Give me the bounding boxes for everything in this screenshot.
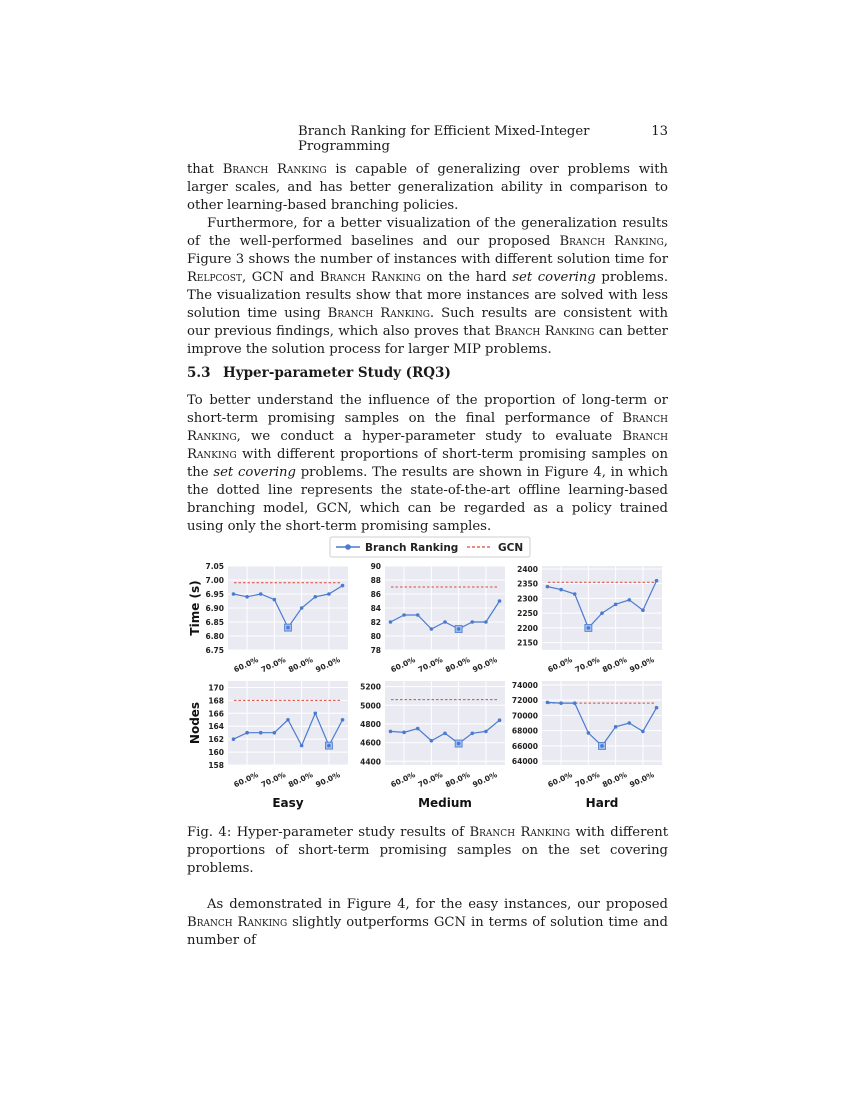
data-point: [232, 737, 236, 741]
hyperparameter-chart: [185, 535, 675, 817]
data-point: [470, 731, 474, 735]
data-point: [600, 611, 604, 615]
data-point: [498, 599, 502, 603]
y-tick-label: 70000: [511, 711, 538, 721]
y-tick-label: 64000: [511, 757, 538, 767]
y-tick-label: 7.05: [205, 562, 224, 571]
y-tick-label: 88: [370, 576, 381, 585]
data-point: [416, 613, 420, 617]
y-tick-label: 6.95: [205, 590, 224, 599]
data-point: [327, 744, 331, 748]
y-tick-label: 7.00: [205, 576, 224, 585]
data-point: [587, 731, 591, 735]
data-point: [655, 706, 659, 710]
text-run: problems. The visualization results show that more instances are solved with less solution time using: [187, 270, 669, 321]
data-point: [627, 721, 631, 725]
column-label: Easy: [272, 796, 304, 810]
method-name: Branch Ranking: [494, 324, 595, 339]
paragraph-hyperparameter: [187, 392, 668, 536]
text-run: , GCN and: [241, 270, 320, 285]
y-tick-label: 74000: [511, 680, 538, 690]
x-tick-label: 80.0%: [600, 655, 629, 675]
y-tick-label: 6.90: [205, 604, 224, 613]
x-tick-label: 80.0%: [286, 770, 315, 790]
data-point: [389, 730, 393, 734]
legend-series-marker: [345, 544, 351, 550]
y-tick-label: 6.80: [205, 632, 224, 641]
running-title: Branch Ranking for Efficient Mixed-Integer Programming: [298, 124, 590, 154]
x-tick-label: 70.0%: [416, 655, 445, 675]
y-tick-label: 2200: [517, 623, 538, 633]
section-title: Hyper-parameter Study (RQ3): [223, 365, 451, 381]
row-label: Nodes: [188, 701, 202, 745]
y-tick-label: 2250: [517, 609, 538, 619]
data-point: [232, 592, 236, 596]
text-run: To better understand the influence of the proportion of long-term or short-term promising samples on the final performance of: [187, 393, 668, 426]
x-tick-label: 90.0%: [628, 655, 656, 675]
y-tick-label: 5000: [360, 701, 381, 711]
x-tick-label: 60.0%: [389, 770, 417, 790]
text-run: with different proportions of short-term promising samples on the: [187, 447, 668, 480]
y-tick-label: 4400: [360, 757, 381, 767]
data-point: [300, 606, 304, 610]
data-point: [443, 731, 447, 735]
x-tick-label: 70.0%: [259, 655, 288, 675]
data-point: [300, 744, 304, 748]
y-tick-label: 68000: [511, 726, 538, 736]
figure-caption: [187, 824, 668, 878]
x-tick-label: 80.0%: [443, 655, 472, 675]
x-tick-label: 90.0%: [314, 655, 342, 675]
y-tick-label: 6.85: [205, 618, 224, 627]
y-tick-label: 158: [208, 761, 224, 770]
data-point: [416, 727, 420, 731]
data-point: [600, 744, 604, 748]
method-name: Branch Ranking: [187, 915, 288, 930]
data-point: [546, 585, 550, 589]
caption-label: Fig. 4:: [187, 825, 232, 840]
x-tick-label: 60.0%: [546, 655, 574, 675]
data-point: [470, 620, 474, 624]
data-point: [245, 731, 249, 735]
data-point: [286, 718, 290, 722]
data-point: [627, 598, 631, 602]
x-tick-label: 70.0%: [573, 770, 602, 790]
y-tick-label: 72000: [511, 696, 538, 706]
y-tick-label: 84: [370, 604, 381, 613]
data-point: [614, 725, 618, 729]
text-run: with different proportions of short-term promising samples on the set covering problems.: [187, 825, 669, 876]
method-name: Branch Ranking: [187, 429, 668, 462]
data-point: [546, 701, 550, 705]
data-point: [286, 626, 290, 630]
x-tick-label: 80.0%: [600, 770, 629, 790]
data-point: [559, 701, 563, 705]
x-tick-label: 70.0%: [573, 655, 602, 675]
text-run: slightly outperforms GCN in terms of solution time and number of: [187, 915, 668, 948]
data-point: [430, 739, 434, 743]
data-point: [641, 608, 645, 612]
panel-background: [385, 681, 505, 765]
y-tick-label: 170: [208, 683, 224, 693]
method-name: Relpcost: [187, 270, 242, 285]
data-point: [402, 613, 406, 617]
y-tick-label: 162: [208, 735, 224, 745]
y-tick-label: 78: [370, 646, 381, 655]
data-point: [457, 627, 461, 631]
method-name: Branch Ranking: [469, 825, 571, 840]
data-point: [498, 718, 502, 722]
text-run: that: [187, 162, 223, 177]
x-tick-label: 60.0%: [232, 655, 260, 675]
y-tick-label: 2150: [517, 638, 538, 648]
y-tick-label: 4600: [360, 738, 381, 748]
y-tick-label: 4800: [360, 719, 381, 729]
emphasis: set covering: [213, 465, 296, 480]
text-run: . Such results are consistent with our previous findings, which also proves that: [187, 306, 669, 339]
data-point: [484, 620, 488, 624]
y-tick-label: 90: [370, 562, 381, 571]
section-heading: [187, 365, 451, 381]
paragraph-generalization: [187, 161, 668, 359]
y-tick-label: 2350: [517, 579, 538, 589]
x-tick-label: 90.0%: [314, 770, 342, 790]
method-name: Branch Ranking: [559, 234, 664, 249]
paragraph-discussion: [187, 896, 668, 950]
x-tick-label: 60.0%: [546, 770, 574, 790]
data-point: [573, 592, 577, 596]
data-point: [655, 579, 659, 583]
paragraph-visualization: [187, 215, 668, 359]
y-tick-label: 166: [208, 709, 224, 719]
text-run: is capable of generalizing over problems with larger scales, and has better generalization ability in comparison to other learning-based branching policies.: [187, 162, 668, 213]
figure-4: [185, 535, 675, 817]
y-tick-label: 164: [208, 722, 224, 732]
y-tick-label: 160: [208, 748, 224, 758]
text-run: As demonstrated in Figure 4, for the easy instances, our proposed: [207, 897, 668, 912]
data-point: [273, 598, 277, 602]
data-point: [341, 584, 345, 588]
y-tick-label: 5200: [360, 682, 381, 692]
data-point: [614, 603, 618, 607]
data-point: [587, 626, 591, 630]
data-point: [313, 595, 317, 599]
text-run: on the hard: [420, 270, 513, 285]
data-point: [559, 588, 563, 592]
data-point: [457, 742, 461, 746]
emphasis: set covering: [512, 270, 596, 285]
text-run: can better improve the solution process for larger MIP problems.: [187, 324, 668, 357]
x-tick-label: 80.0%: [443, 770, 472, 790]
data-point: [259, 731, 263, 735]
data-point: [259, 592, 263, 596]
y-tick-label: 168: [208, 696, 224, 706]
x-tick-label: 60.0%: [389, 655, 417, 675]
legend-baseline-label: GCN: [498, 542, 524, 554]
y-tick-label: 2300: [517, 594, 538, 604]
data-point: [313, 712, 317, 716]
data-point: [402, 731, 406, 735]
x-tick-label: 90.0%: [471, 655, 499, 675]
x-tick-label: 80.0%: [286, 655, 315, 675]
data-point: [641, 730, 645, 734]
x-tick-label: 90.0%: [471, 770, 499, 790]
text-run: , Figure 3 shows the number of instances with different solution time for: [187, 234, 668, 267]
data-point: [573, 701, 577, 705]
data-point: [484, 730, 488, 734]
method-name: Branch Ranking: [222, 162, 327, 177]
panel-background: [542, 681, 662, 765]
data-point: [389, 620, 393, 624]
text-run: problems. The results are shown in Figure 4, in which the dotted line represents the state-of-the-art offline learning-based branching model, GCN, which can be regarded as a policy trained using only the short-term promising samples.: [187, 465, 668, 534]
text-run: Furthermore, for a better visualization of the generalization results of the well-performed baselines and our proposed: [187, 216, 668, 249]
data-point: [430, 627, 434, 631]
legend-series-label: Branch Ranking: [365, 542, 459, 554]
y-tick-label: 86: [370, 590, 381, 599]
x-tick-label: 70.0%: [259, 770, 288, 790]
x-tick-label: 90.0%: [628, 770, 656, 790]
y-tick-label: 2400: [517, 564, 538, 574]
text-run: , we conduct a hyper-parameter study to evaluate: [236, 429, 623, 444]
text-run: Hyper-parameter study results of: [231, 825, 470, 840]
data-point: [327, 592, 331, 596]
y-tick-label: 6.75: [205, 646, 224, 655]
x-tick-label: 60.0%: [232, 770, 260, 790]
data-point: [273, 731, 277, 735]
y-tick-label: 66000: [511, 741, 538, 751]
method-name: Branch Ranking: [319, 270, 421, 285]
data-point: [341, 718, 345, 722]
y-tick-label: 80: [370, 632, 381, 641]
y-tick-label: 82: [370, 618, 381, 627]
column-label: Medium: [418, 796, 472, 810]
page-number: 13: [651, 124, 668, 139]
method-name: Branch Ranking: [327, 306, 430, 321]
method-name: Branch Ranking: [187, 411, 668, 444]
running-head: [298, 124, 668, 154]
x-tick-label: 70.0%: [416, 770, 445, 790]
data-point: [245, 595, 249, 599]
row-label: Time (s): [188, 580, 202, 636]
data-point: [443, 620, 447, 624]
section-number: 5.3: [187, 365, 211, 381]
column-label: Hard: [585, 796, 619, 810]
